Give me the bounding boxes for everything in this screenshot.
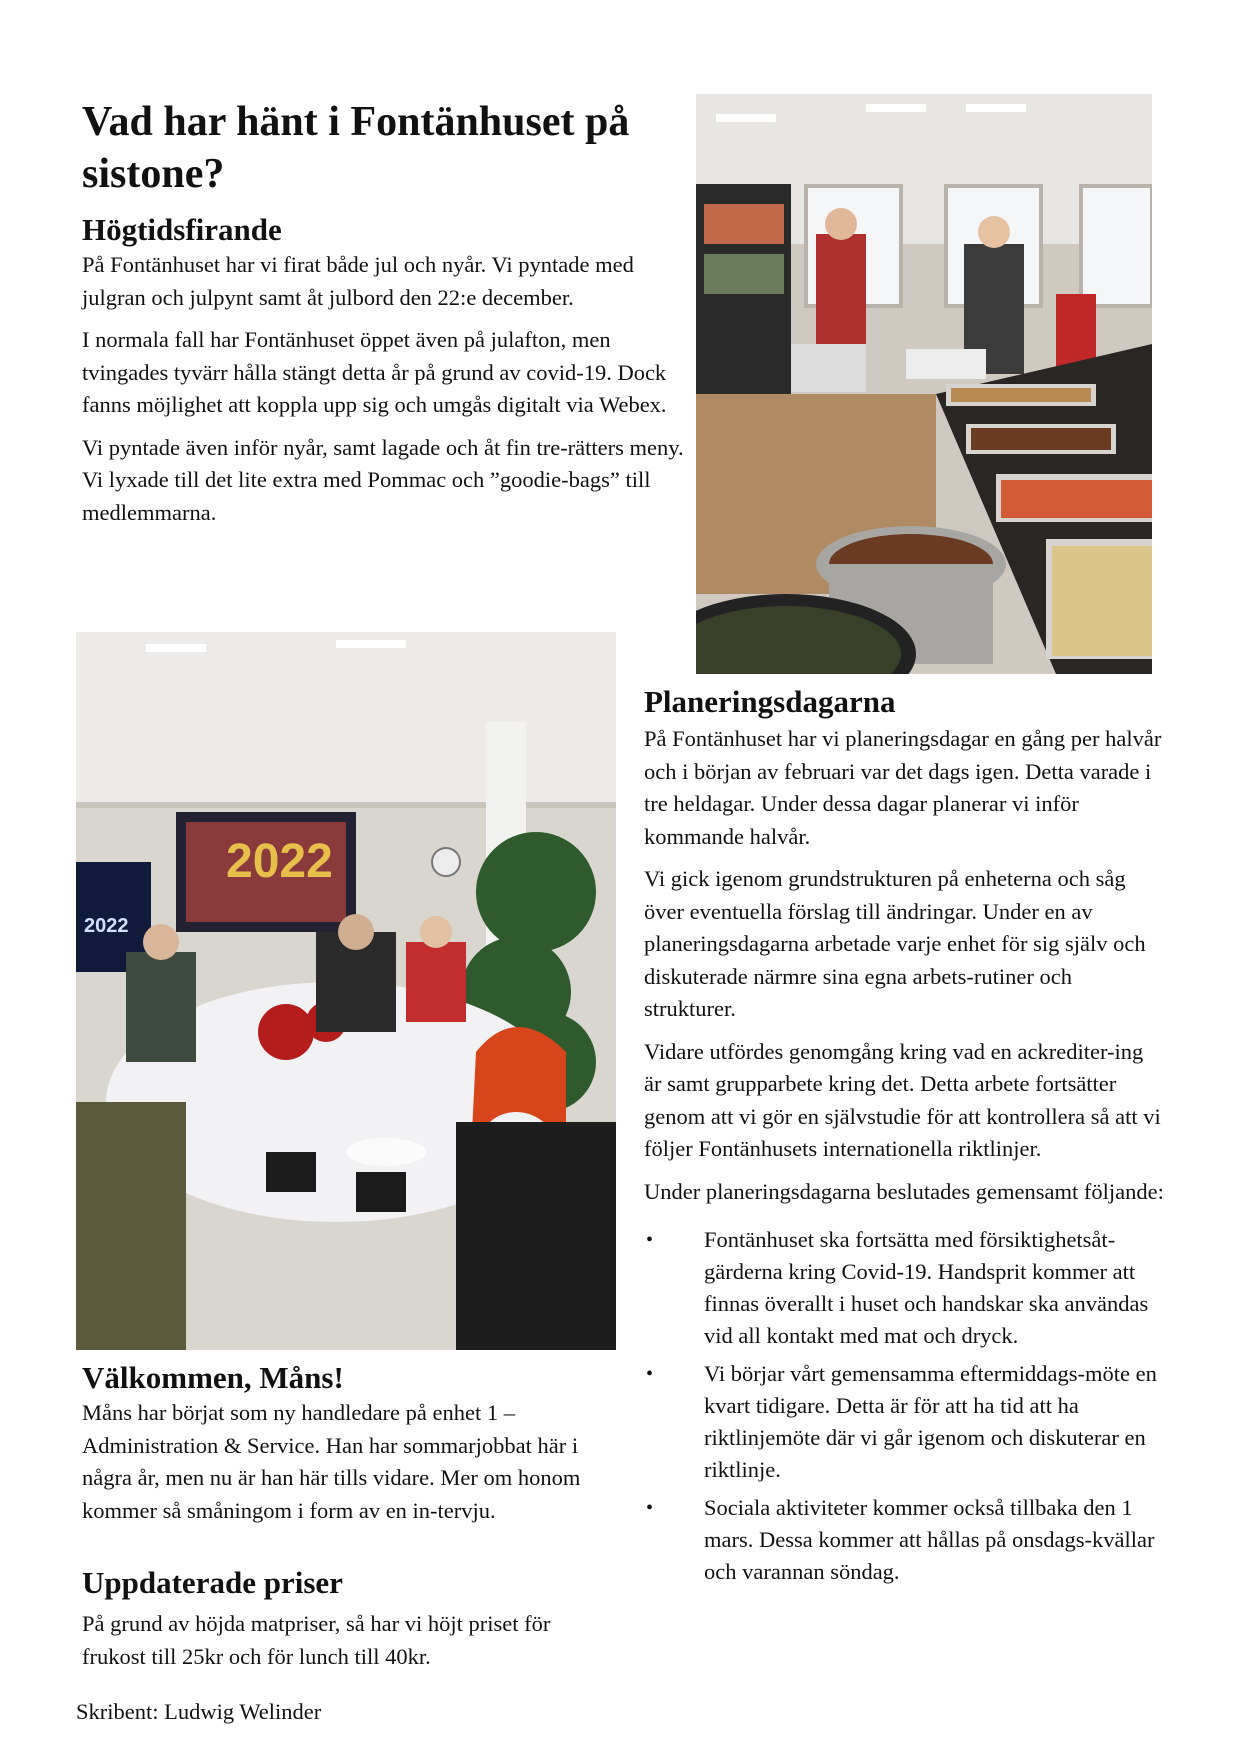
section-valkommen (82, 1359, 607, 1537)
paragraph: Vi pyntade även inför nyår, samt lagade och åt fin tre-rätters meny. Vi lyxade till det lite extra med Pommac och ”goodie-bags” till medlemmarna. (82, 434, 684, 525)
buffet-photo (696, 94, 1152, 674)
author-credit: Skribent: Ludwig Welinder (76, 1699, 322, 1724)
paragraph: Under planeringsdagarna beslutades gemensamt följande: (644, 1178, 1164, 1204)
decision-list (644, 1224, 1164, 1588)
paragraph: Måns har börjat som ny handledare på enhet 1 – Administration & Service. Han har sommarjobbat här i några år, men nu är han här tills vidare. Mer om honom kommer så småningom i form av en in-tervju. (82, 1400, 581, 1523)
paragraph: På Fontänhuset har vi firat både jul och nyår. Vi pyntade med julgran och julpynt samt åt julbord den 22:e december. (82, 252, 634, 310)
screen-text-2022: 2022 (84, 915, 129, 937)
section-hogtidsfirande (82, 211, 690, 539)
paragraph: På grund av höjda matpriser, så har vi höjt priset för frukost till 25kr och för lunch till 40kr. (82, 1611, 551, 1669)
paragraph: På Fontänhuset har vi planeringsdagar en gång per halvår och i början av februari var det dags igen. Detta varade i tre heldagar. Under dessa dagar planerar vi inför kommande halvår. (644, 726, 1162, 849)
heading-planeringsdagarna: Planeringsdagarna (644, 684, 896, 719)
page-title: Vad har hänt i Fontänhuset på sistone? (82, 99, 630, 197)
bullet-icon: • (646, 1363, 654, 1385)
section-planeringsdagarna (644, 683, 1164, 1594)
paragraph: Vi gick igenom grundstrukturen på enheterna och såg över eventuella förslag till ändringar. Under en av planeringsdagarna arbetade varje enhet för sig själv och diskuterade närmre sina egna arbets-rutiner och strukturer. (644, 866, 1146, 1021)
section-priser (82, 1564, 607, 1683)
balloons-2022: 2022 (226, 835, 333, 888)
bullet-icon: • (646, 1229, 654, 1251)
heading-hogtidsfirande: Högtidsfirande (82, 212, 282, 247)
paragraph: I normala fall har Fontänhuset öppet även på julafton, men tvingades tyvärr hålla stängt detta år på grund av covid-19. Dock fanns möjlighet att koppla upp sig och umgås digitalt via Webex. (82, 327, 667, 417)
party-photo (76, 632, 616, 1350)
paragraph: Vidare utfördes genomgång kring vad en ackrediter-ing är samt grupparbete kring det. Detta arbete fortsätter genom att vi gör en självstudie för att kontrollera så att vi följer Fontänhusets internationella riktlinjer. (644, 1038, 1161, 1161)
heading-valkommen: Välkommen, Måns! (82, 1360, 344, 1395)
list-item: • Vi börjar vårt gemensamma eftermiddags-möte en kvart tidigare. Detta är för att ha tid att ha riktlinjemöte där vi går igenom och diskuterar en riktlinje. (644, 1358, 1164, 1486)
heading-priser: Uppdaterade priser (82, 1565, 343, 1600)
list-item: • Fontänhuset ska fortsätta med försiktighetsåt-gärderna kring Covid-19. Handsprit kommer att finnas överallt i huset och handskar ska användas vid all kontakt med mat och dryck. (644, 1224, 1164, 1352)
list-item: • Sociala aktiviteter kommer också tillbaka den 1 mars. Dessa kommer att hållas på onsdags-kvällar och varannan söndag. (644, 1492, 1164, 1588)
bullet-icon: • (646, 1497, 654, 1519)
